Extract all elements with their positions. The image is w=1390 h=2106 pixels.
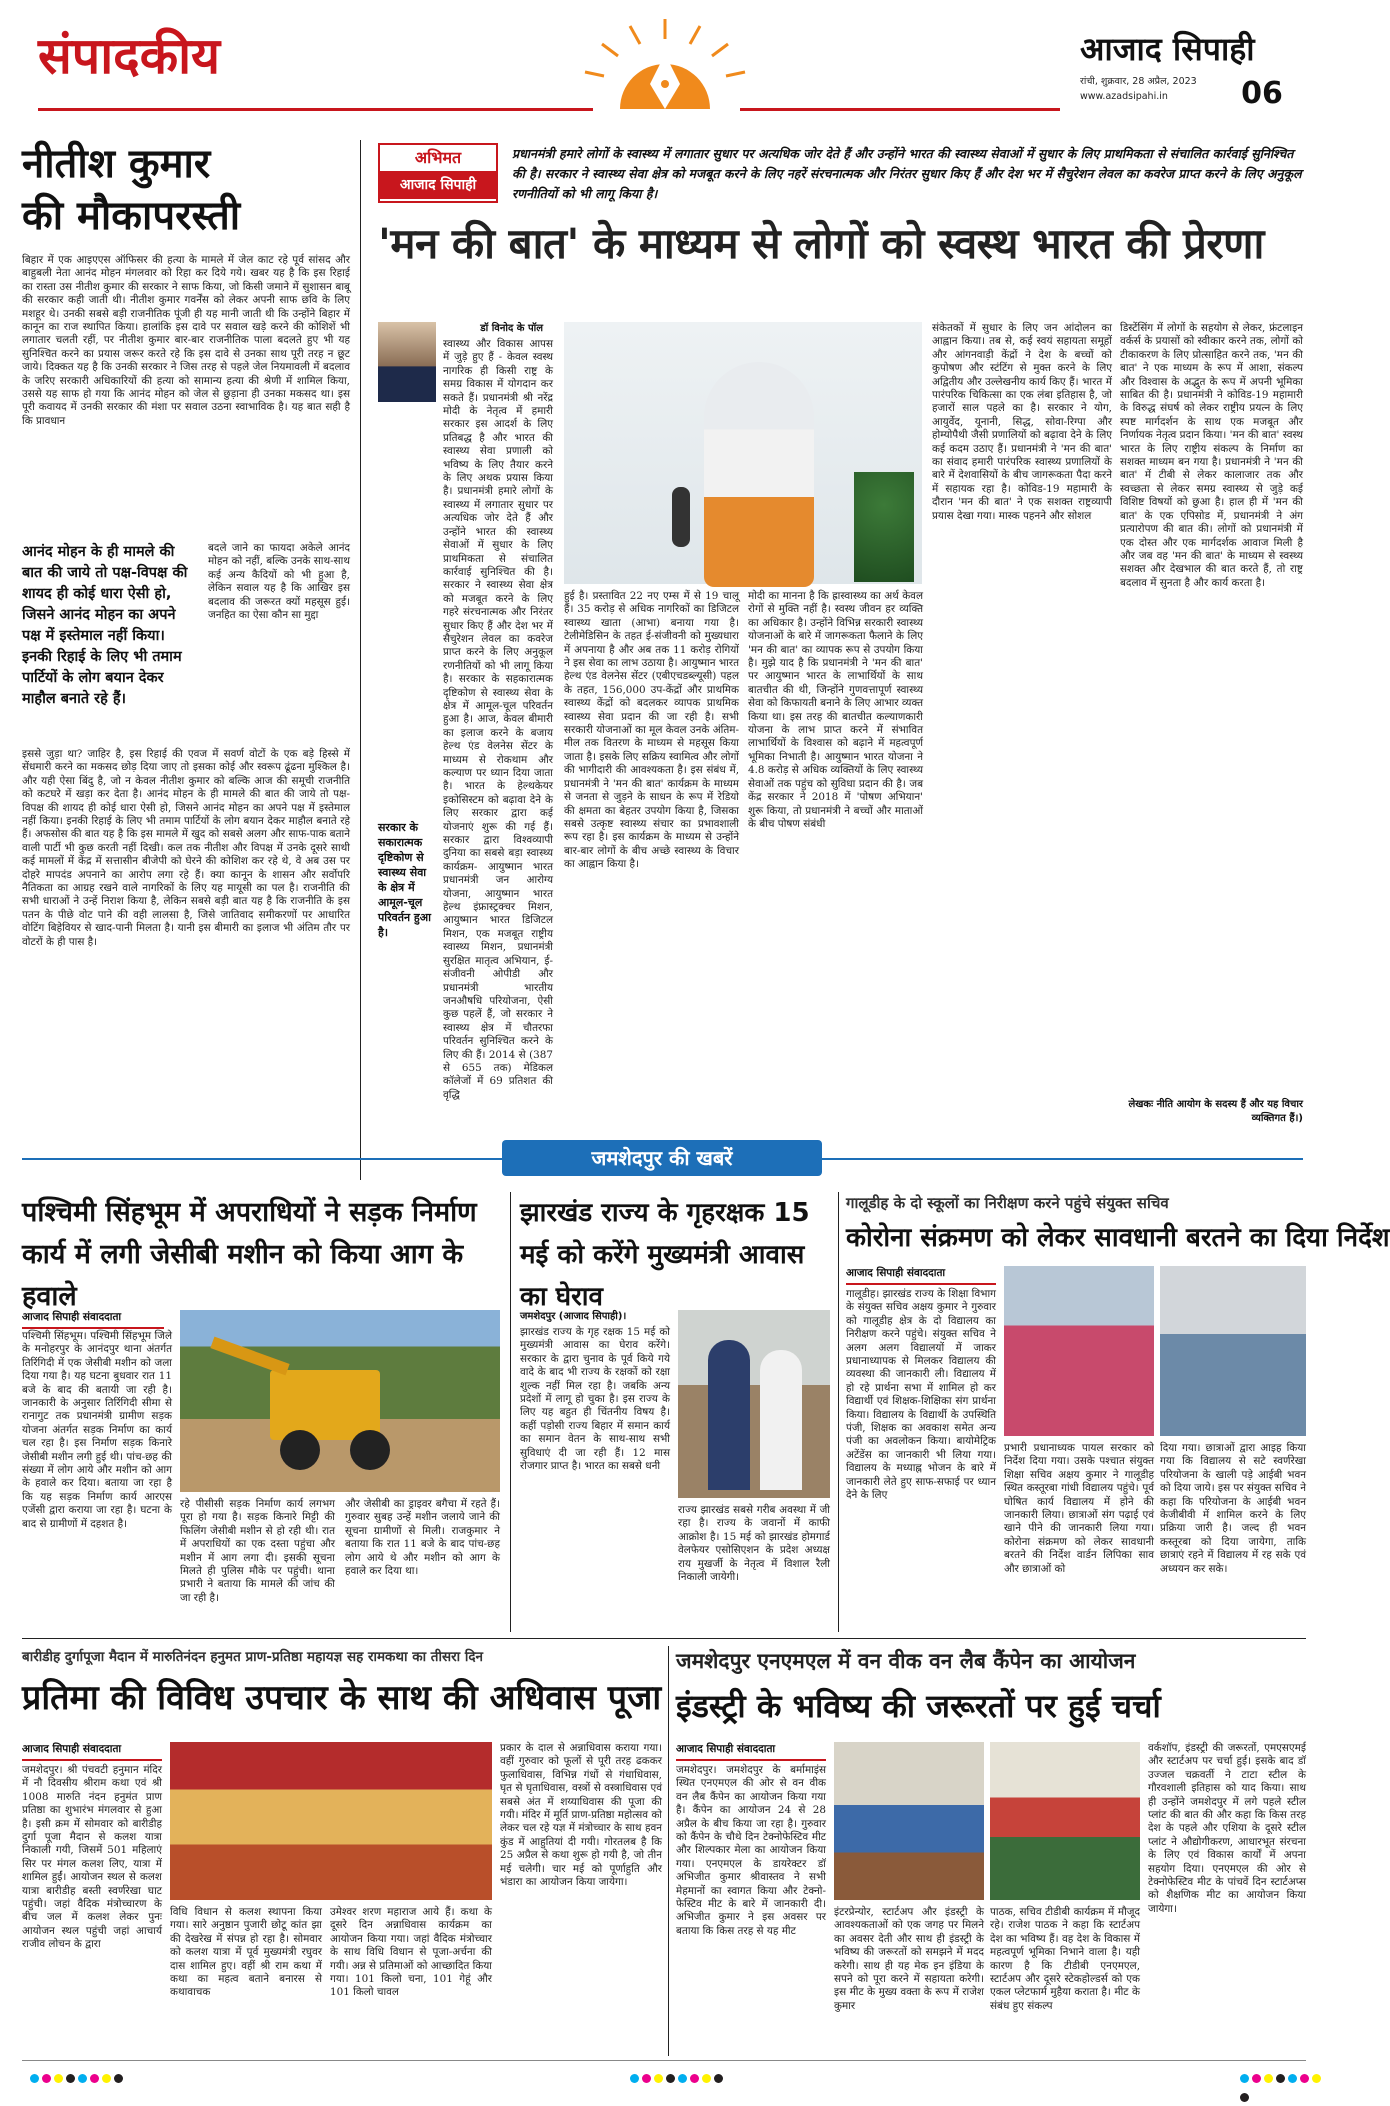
registration-dot <box>1240 2074 1249 2083</box>
news-3-kicker: गालूडीह के दो स्कूलों का निरीक्षण करने पहुंचे संयुक्त सचिव <box>846 1194 1169 1212</box>
registration-dot <box>678 2074 687 2083</box>
news-4-byline: आजाद सिपाही संवाददाता <box>22 1740 162 1761</box>
jcb-body <box>270 1370 380 1440</box>
registration-dots-left <box>30 2068 126 2087</box>
news-5-group-photo-2 <box>990 1742 1140 1900</box>
news-2-photo <box>678 1310 830 1498</box>
jamshedpur-band <box>22 1140 1303 1178</box>
news-5-col-3: पाठक, सचिव टीडीबी कार्यक्रम में मौजूद रहे। राजेश पाठक ने कहा कि स्टार्टअप देश का भविष्य हैं। वह देश के विकास में महत्वपूर्ण भूमिका निभाने वाला है। यही कारण है कि टीडीबी एनएमएल, स्टार्टअप और दूसरे स्टेकहोल्डर्स को एक एकल प्लेटफार्म मुहैया कराता है। मीट के संबंध हुए संकल्प <box>990 1906 1140 2012</box>
editorial-para-3: इससे जुड़ा था? जाहिर है, इस रिहाई की एवज में सवर्ण वोटों के एक बड़े हिस्से में सेंधमारी करने का मकसद छोड़ दिया जाए तो इसका कोई और स्वरूप ढूंढना मुश्किल है। और यही ऐसा बिंदु है, जो न केवल नीतीश कुमार को बल्कि आज की समूची राजनीति को कटघरे में खड़ा कर देता है। आनंद मोहन के ही मामले की बात की जाये तो पक्ष-विपक्ष की शायद ही कोई धारा ऐसी हो, जिसने आनंद मोहन का अपने पक्ष में इस्तेमाल नहीं किया। इनकी रिहाई के लिए भी तमाम पार्टियों के लोग बयान देकर माहौल बनाते रहे हैं। अफसोस की बात यह है कि इस मामले में खुद को सबसे अलग और साफ-पाक बताने वाली पार्टी भी कुछ करती नहीं दिखी। कल तक नीतीश और विपक्ष में उनके दूसरे साथी कई मामलों में केंद्र में सत्तासीन बीजेपी को घेरने की कोशिश कर रहे थे, वे अब उस पर दोहरे मापदंड अपनाने का आरोप लगा रहे हैं। क्या कानून के शासन और सर्वोपरि नैतिकता का आग्रह रखने वाले नागरिकों के लिए यह मायूसी का पल है। राजनीति की सभी धाराओं ने उन्हें निराश किया है, लेकिन सबसे बड़ी बात यह है कि राजनीति के इस पतन के पीछे वोट पाने की वही लालसा है, जिसे जातिवाद समीकरणों पर आधारित वोटिंग बिहेवियर से खाद-पानी मिलता है। यानी इस बीमारी का इलाज भी अंतिम तौर पर वोटरों के ही पास है। <box>22 748 350 948</box>
masthead <box>0 0 1325 124</box>
news-4-col-2: विधि विधान से कलश स्थापना किया गया। सारे अनुष्ठान पुजारी छोटू कांत झा की देखरेख में संपन्न हो रहा है। सोमवार को कलश यात्रा में पूर्व मुख्यमंत्री रघुवर दास शामिल हुए। वहीं श्री राम कथा में कथा का महत्व बताने बनारस से कथावाचक <box>170 1906 322 1999</box>
news-1-jcb-photo <box>180 1310 500 1492</box>
website: www.azadsipahi.in <box>1080 91 1168 102</box>
opinion-col-3: मोदी का मानना है कि ह्रास्वास्थ्य का अर्थ केवल रोगों से मुक्ति नहीं है। स्वस्थ जीवन हर व्यक्ति का अधिकार है। उन्होंने विभिन्न सरकारी स्वास्थ्य योजनाओं के बारे में जागरूकता फैलाने के लिए 'मन की बात' का व्यापक रूप से उपयोग किया है। मुझे याद है कि प्रधानमंत्री ने 'मन की बात' पर आयुष्मान भारत के लाभार्थियों के साथ बातचीत की थी, जिन्होंने गुणवत्तापूर्ण स्वास्थ्य सेवा को किफायती बनाने के लिए आभार व्यक्त किया था। इस तरह की बातचीत कल्याणकारी योजना के लाभ प्राप्त करने में संभावित लाभार्थियों के विश्वास को बढ़ाने में महत्वपूर्ण भूमिका निभाती है। आयुष्मान भारत योजना ने 4.8 करोड़ से अधिक व्यक्तियों के लिए स्वास्थ्य सेवाओं तक पहुंच को सुविधा प्रदान की है। जब केंद्र सरकार ने 2018 में 'पोषण अभियान' शुरू किया, तो प्रधानमंत्री ने बच्चों और माताओं के बीच पोषण संबंधी <box>748 590 923 830</box>
pen-nib-sun-icon <box>560 14 770 114</box>
news-5-headline: इंडस्ट्री के भविष्य की जरूरतों पर हुई चर्चा <box>676 1687 1161 1725</box>
registration-dot <box>90 2074 99 2083</box>
news-4-col-4: प्रकार के दाल से अन्नाधिवास कराया गया। वहीं गुरुवार को फूलों से पूरी तरह ढककर फुलाधिवास, विभिन्न गंधों से गंधाधिवास, घृत से घृताधिवास, वस्त्रों से वस्त्राधिवास एवं सबसे अंत में शय्याधिवास की पूजा की गयी। मंदिर में मूर्ति प्राण-प्रतिष्ठा महोत्सव को लेकर चल रहे यज्ञ में मंत्रोच्चार के साथ हवन कुंड में आहुतियां दी गयी। गोरतलब है कि 25 अप्रैल से कथा शुरू हो गयी है, जो तीन मई चलेगी। चार मई को पूर्णाहुति और भंडारा का आयोजन किया जायेगा। <box>500 1742 662 1889</box>
paper-name: आजाद सिपाही <box>1080 30 1255 68</box>
news-3-office-photo <box>1160 1266 1306 1436</box>
registration-dot <box>42 2074 51 2083</box>
opinion-tag <box>378 143 498 203</box>
registration-dot <box>54 2074 63 2083</box>
section-title: संपादकीय <box>38 27 221 85</box>
masthead-rule-right <box>740 108 1060 111</box>
dateline: रांची, शुक्रवार, 28 अप्रैल, 2023 <box>1080 76 1197 87</box>
registration-dot <box>702 2074 711 2083</box>
registration-dot <box>714 2074 723 2083</box>
opinion-col-4: संकेतकों में सुधार के लिए जन आंदोलन का आह्वान किया। तब से, कई स्वयं सहायता समूहों और आंगनवाड़ी केंद्रों ने देश के बच्चों को कुपोषण और स्टंटिंग से मुक्त करने के लिए अद्वितीय और उल्लेखनीय कार्य किए हैं। भारत में पारंपरिक चिकित्सा का एक लंबा इतिहास है, जो हजारों साल पहले का है। सरकार ने योग, आयुर्वेद, यूनानी, सिद्ध, सोवा-रिग्पा और होम्योपैथी जैसी प्रणालियों को बढ़ावा देने के लिए कई कदम उठाए हैं। प्रधानमंत्री ने 'मन की बात' का संवाद हमारी पारंपरिक स्वास्थ्य प्रणालियों के बारे में देशवासियों के बीच जागरूकता पैदा करने में सहायक रहा है। कोविड-19 महामारी के दौरान 'मन की बात' ने एक सशक्त राष्ट्रव्यापी प्रयास देखा गया। मास्क पहनने और सोशल <box>932 322 1112 522</box>
registration-dot <box>1312 2074 1321 2083</box>
column-divider <box>668 1646 669 2056</box>
photo-plant <box>854 472 914 582</box>
news-2-byline: जमशेदपुर (आजाद सिपाही)। <box>520 1311 627 1322</box>
registration-dot <box>102 2074 111 2083</box>
author-photo <box>378 322 436 402</box>
registration-dot <box>66 2074 75 2083</box>
registration-dot <box>114 2074 123 2083</box>
editorial-pull-quote: आनंद मोहन के ही मामले की बात की जाये तो पक्ष-विपक्ष की शायद ही कोई धारा ऐसी हो, जिसने आनंद मोहन का अपने पक्ष में इस्तेमाल नहीं किया। इनकी रिहाई के लिए भी तमाम पार्टियों के लोग बयान देकर माहौल बनाते रहे हैं। <box>22 544 188 707</box>
news-5-kicker: जमशेदपुर एनएमएल में वन वीक वन लैब कैंपेन का आयोजन <box>676 1649 1136 1673</box>
news-5-group-photo-1 <box>834 1742 984 1900</box>
registration-dot <box>1240 2093 1249 2102</box>
registration-dot <box>1300 2074 1309 2083</box>
news-4-kicker: बारीडीह दुर्गापूजा मैदान में मारुतिनंदन हनुमत प्राण-प्रतिष्ठा महायज्ञ सह रामकथा का तीसरा दिन <box>22 1649 483 1665</box>
registration-dot <box>78 2074 87 2083</box>
registration-dot <box>1288 2074 1297 2083</box>
news-5-col-4: वर्कशॉप, इंडस्ट्री की जरूरतों, एमएसएमई और स्टार्टअप पर चर्चा हुई। इसके बाद डॉ उज्जल चक्रवर्ती ने टाटा स्टील के गौरवशाली इतिहास को याद किया। साथ ही उन्होंने जमशेदपुर में लगे पहले स्टील प्लांट की बात की और कहा कि किस तरह देश के पहले और एशिया के दूसरे स्टील प्लांट ने औद्योगीकरण, आधारभूत संरचना के लिए एवं विकास कार्यों में अपना सहयोग दिया। एनएमएल की ओर से टेक्नोफेस्टिव मीट के पांचवें दिन स्टार्टअप्स को शैक्षणिक मीट का आयोजन किया जायेगा। <box>1148 1742 1306 1915</box>
editorial-para-1: बिहार में एक आइएएस ऑफिसर की हत्या के मामले में जेल काट रहे पूर्व सांसद और बाहुबली नेता आनंद मोहन मंगलवार को रिहा कर दिये गये। खबर यह है कि इस रिहाई का रास्ता उस नीतीश कुमार की सरकार ने साफ किया, जो किसी जमाने में सुशासन बाबू की सरकार कही जाती थी। नीतीश कुमार गवर्नेंस को लेकर अपनी साफ छवि के लिए मशहूर थे। उनकी सबसे बड़ी राजनीतिक पूंजी ही यह मानी जाती थी कि उन्होंने बिहार में कानून का राज स्थापित किया। हालांकि इस दावे पर सवाल खड़े करने की कोशिशें भी लगातार चलती रहीं, पर नीतीश कुमार बार-बार राजनीतिक पाला बदलते हुए भी यह सुनिश्चित करने का प्रयास जरूर करते रहे कि इस दावे से उनका साथ पूरी तरह न छूट जाये। दिक्कत यह है कि उनकी सरकार ने जिस तरह से पहले जेल नियमावली में बदलाव के जरिए सरकारी अधिकारियों की हत्या को सामान्य हत्या की श्रेणी में शामिल किया, उससे यह साफ हो गया कि आनंद मोहन को जेल से छुड़ाना ही उनका मकसद था। इस पूरी कवायद में उनकी सरकार की मंशा पर सवाल उठना स्वाभाविक है। यह बात सही है कि प्रावधान <box>22 254 350 427</box>
news-1-headline: पश्चिमी सिंहभूम में अपराधियों ने सड़क निर्माण कार्य में लगी जेसीबी मशीन को किया आग के हवाले <box>22 1197 477 1312</box>
news-2-headline: झारखंड राज्य के गृहरक्षक 15 मई को करेंगे मुख्यमंत्री आवास का घेराव <box>520 1198 810 1312</box>
news-5-col-1: जमशेदपुर। जमशेदपुर के बर्मामाइंस स्थित एनएमएल की ओर से वन वीक वन लैब कैंपेन का आयोजन किया गया है। कैंपेन का आयोजन 24 से 28 अप्रैल के बीच किया जा रहा है। गुरुवार को कैंपेन के चौथे दिन टेक्नोफेस्टिव मीट और शिल्पकार मेला का आयोजन किया गया। एनएमएल के डायरेक्टर डॉ अभिजीत कुमार श्रीवास्तव ने सभी मेहमानों का स्वागत किया और टेक्नो-फेस्टिव मीट के बारे में जानकारी दी। अभिजीत कुमार ने इस अवसर पर बताया कि किस तरह से यह मीट <box>676 1764 826 1937</box>
column-divider <box>838 1192 839 1632</box>
editorial-headline-1: नीतीश कुमार <box>22 141 211 187</box>
photo-figure <box>704 362 814 587</box>
news-1-col-1: पश्चिमी सिंहभूम। पश्चिमी सिंहभूम जिले के मनोहरपुर के आनंदपुर थाना अंतर्गत तिरिंगिदी में एक जेसीबी मशीन को जला दिया गया है। यह घटना बुधवार रात 11 बजे के बाद की बतायी जा रही है। जानकारी के अनुसार तिरिंगिदी सीमा से रानागुट तक प्रधानमंत्री ग्रामीण सड़क योजना अंतर्गत सड़क निर्माण का कार्य चल रहा है। इस निर्माण सड़क किनारे जेसीबी मशीन लगी हुई थी। पांच-छह की संख्या में लोग आये और मशीन को आग के हवाले कर दिया। बताया जा रहा है कि यह सड़क निर्माण कार्य आरएस एजेंसी द्वारा कराया जा रहा है। घटना के बाद से ग्रामीणों में दहशत है। <box>22 1330 172 1530</box>
news-2-col-1: झारखंड राज्य के गृह रक्षक 15 मई को मुख्यमंत्री आवास का घेराव करेंगे। सरकार के द्वारा चुनाव के पूर्व किये गये वादे के बाद भी राज्य के रक्षकों को रक्षा शुल्क नहीं मिल रहा है। जबकि अन्य प्रदेशों में लागू हो चुका है। इस राज्य के लिए यह बहुत ही चिंतनीय विषय है। कहीं पड़ोसी राज्य बिहार में समान कार्य का समान वेतन के साथ-साथ सभी सुविधाएं दी जा रही हैं। 12 मास रोजगार प्राप्त है। भारत का सबसे धनी <box>520 1326 670 1473</box>
page-number: 06 <box>1241 76 1283 111</box>
registration-dot <box>690 2074 699 2083</box>
column-divider <box>360 140 361 1180</box>
opinion-col-5: डिस्टेंसिंग में लोगों के सहयोग से लेकर, फ्रंटलाइन वर्कर्स के प्रयासों को स्वीकार करने तक, लोगों को टीकाकरण के लिए प्रोत्साहित करने तक, 'मन की बात' ने एक माध्यम के रूप में आशा, संकल्प और विश्वास के अद्भुत के रूप में अपनी भूमिका साबित की है। प्रधानमंत्री ने कोविड-19 महामारी के विरुद्ध संघर्ष को लेकर राष्ट्रीय प्रयत्न के लिए स्पष्ट मार्गदर्शन के साथ एक मजबूत और निर्णायक नेतृत्व प्रदान किया। 'मन की बात' स्वस्थ भारत के लिए राष्ट्रीय संकल्प के निर्माण का सशक्त माध्यम बन गया है। प्रधानमंत्री ने 'मन की बात' में टीबी से लेकर कालाजार तक और स्वच्छता से लेकर समग्र स्वास्थ्य से जुड़े कई विशिष्ट विषयों को छुआ है। हाल ही में 'मन की बात' के एक एपिसोड में, प्रधानमंत्री ने अंग प्रत्यारोपण की बात की। लोगों को प्रधानमंत्री में एक दोस्त और एक मार्गदर्शक आवाज मिली है और जब वह 'मन की बात' के माध्यम से स्वस्थ्य सशक्त और देखभाल की बात करते हैं, तो राष्ट्र बदलाव में सुनता है और कार्य करता है। <box>1120 322 1303 589</box>
news-1-col-2: रहे पीसीसी सड़क निर्माण कार्य लगभग पूरा हो गया है। सड़क किनारे मिट्टी की फिलिंग जेसीबी मशीन से हो रही थी। रात में अपराधियों का एक दस्ता पहुंचा और मशीन में आग लगा दी। इसकी सूचना मिलते ही पुलिस मौके पर पहुंची। थाना प्रभारी ने बताया कि मामले की जांच की जा रही है। <box>180 1498 335 1604</box>
photo-person-2 <box>760 1350 802 1490</box>
news-3-headline: कोरोना संक्रमण को लेकर सावधानी बरतने का दिया निर्देश <box>846 1223 1390 1253</box>
opinion-side-quote: सरकार के सकारात्मक दृष्टिकोण से स्वास्थ्य सेवा के क्षेत्र में आमूल-चूल परिवर्तन हुआ है। <box>378 821 431 939</box>
photo-mic <box>672 487 690 547</box>
photo-person-1 <box>708 1340 750 1490</box>
news-3-col-2: प्रभारी प्रधानाध्यक पायल सरकार को निर्देश दिया गया। उसके पश्चात संयुक्त शिक्षा सचिव अक्षय कुमार ने गालूडीह स्थित कस्तूरबा गांधी विद्यालय पहुंचे। पूर्व घोषित कार्य विद्यालय में होने की जानकारी लिया। छात्राओं संग पढ़ाई एवं खाने पीने की जानकारी लिया गया। कोरोना संक्रमण को लेकर सावधानी बरतने की निर्देश वार्डन लिपिका साव और छात्राओं को <box>1004 1442 1154 1575</box>
opinion-author-note: लेखकः नीति आयोग के सदस्य हैं और यह विचार व्यक्तिगत हैं।) <box>1128 1099 1303 1124</box>
news-3-col-3: दिया गया। छात्राओं द्वारा आइह किया गया कि विद्यालय से सटे स्वर्णरेखा परियोजना के खाली पड़े आईबी भवन को दिया जाये। इस पर संयुक्त सचिव ने कहा कि परियोजना के आईबी भवन केजीबीवी में शामिल करने के लिए प्रक्रिया जारी है। जल्द ही भवन कस्तूरबा को दिया जायेगा, ताकि छात्राएं रहने में विद्यालय में रह सके एवं अध्ययन कर सके। <box>1160 1442 1306 1575</box>
registration-dots-right <box>1240 2068 1325 2106</box>
opinion-col-2: हुई है। प्रस्तावित 22 नए एम्स में से 19 चालू हैं। 35 करोड़ से अधिक नागरिकों का डिजिटल स्वास्थ्य खाता (आभा) बनाया गया है। टेलीमेडिसिन के तहत ई-संजीवनी को मुख्यधारा में अपनाया है और अब तक 11 करोड़ रोगियों ने इस सेवा का लाभ उठाया है। आयुष्मान भारत हेल्थ एंड वेलनेस सेंटर (एबीएचडब्ल्यूसी) पहल के तहत, 156,000 उप-केंद्रों और प्राथमिक स्वास्थ्य केंद्रों को बदलकर व्यापक प्राथमिक स्वास्थ्य सेवा प्रदान की जा रही है। सभी सरकारी योजनाओं का मूल केवल उनके अंतिम-मील तक वितरण के माध्यम से महसूस किया जाता है। इसके लिए सक्रिय स्वामित्व और लोगों की भागीदारी की आवश्यकता है। इस संबंध में, प्रधानमंत्री ने 'मन की बात' कार्यक्रम के माध्यम से जनता से जुड़ने के साधन के रूप में रेडियो की क्षमता का बेहतर उपयोग किया है, जिसका सबसे उत्कृष्ट स्वास्थ्य संचार का प्रभावशाली रूप रहा है। इस कार्यक्रम के माध्यम से उन्होंने बार-बार लोगों के बीच अच्छे स्वास्थ्य के विचार का आह्वान किया है। <box>564 590 739 871</box>
opinion-headline: 'मन की बात' के माध्यम से लोगों को स्वस्थ भारत की प्रेरणा <box>378 219 1264 268</box>
news-1-col-3: और जेसीबी का ड्राइवर बगैचा में रहते हैं। गुरुवार सुबह उन्हें मशीन जलाये जाने की सूचना ग्रामीणों से मिली। राजकुमार ने बताया कि रात 11 बजे के बाद पांच-छह लोग आये थे और मशीन को आग के हवाले कर दिया था। <box>345 1498 500 1578</box>
registration-dot <box>666 2074 675 2083</box>
news-2-col-2: राज्य झारखंड सबसे गरीब अवस्था में जी रहा है। राज्य के जवानों में काफी आक्रोश है। 15 मई को झारखंड होमगार्ड वेलफेयर एसोसिएशन के प्रदेश अध्यक्ष राय मुखर्जी के नेतृत्व में विशाल रैली निकाली जायेगी। <box>678 1504 830 1584</box>
opinion-tag-top: अभिमत <box>414 148 462 167</box>
opinion-tag-bottom: आजाद सिपाही <box>380 171 496 199</box>
section-rule <box>22 1638 1306 1639</box>
registration-dot <box>1252 2074 1261 2083</box>
registration-dot <box>630 2074 639 2083</box>
opinion-intro: प्रधानमंत्री हमारे लोगों के स्वास्थ्य में लगातार सुधार पर अत्यधिक जोर देते हैं और उन्होंने भारत की स्वास्थ्य सेवाओं में सुधार के लिए प्राथमिकता से संचालित कार्रवाई सुनिश्चित की है। सरकार ने स्वास्थ्य सेवा क्षेत्र को मजबूत करने के लिए नहरें संरचनात्मक और निरंतर सुधार किए हैं और देश भर में सैचुरेशन लेवल का कवरेज प्राप्त करने के लिए अनुकूल रणनीतियों को भी लागू किया है। <box>512 146 1302 201</box>
modi-photo <box>564 322 922 584</box>
news-4-puja-photo <box>170 1742 492 1900</box>
jcb-wheel-1 <box>280 1430 320 1470</box>
column-divider <box>510 1192 511 1632</box>
news-4-col-3: उमेश्वर शरण महाराज आये हैं। कथा के दूसरे दिन अन्नाधिवास कार्यक्रम का आयोजन किया गया। जहां वैदिक मंत्रोच्चार के साथ विधि विधान से पूजा-अर्चना की गयी। अन्न से प्रतिमाओं को आच्छादित किया गया। 101 किलो चना, 101 गेहूं और 101 किलो चावल <box>330 1906 492 1999</box>
jcb-wheel-2 <box>350 1430 390 1470</box>
news-5-byline: आजाद सिपाही संवाददाता <box>676 1740 826 1761</box>
footer-rule <box>22 2060 1306 2061</box>
jcb-arm <box>210 1337 289 1376</box>
news-4-headline: प्रतिमा की विविध उपचार के साथ की अधिवास पूजा <box>22 1678 662 1718</box>
news-3-classroom-photo <box>1004 1266 1154 1436</box>
news-5-col-2: इंटरप्रेन्योर, स्टार्टअप और इंडस्ट्री के आवश्यकताओं को एक जगह पर मिलने का अवसर देती और साथ ही इंडस्ट्री के भविष्य की जरूरतों को समझने में मदद करेगी। साथ ही यह मेक इन इंडिया के सपने को पूरा करने में सहायता करेगी। इस मीट के मुख्य वक्ता के रूप में राजेश कुमार <box>834 1906 984 2012</box>
opinion-col-1: स्वास्थ्य और विकास आपस में जुड़े हुए हैं - केवल स्वस्थ नागरिक ही किसी राष्ट्र के समग्र विकास में योगदान कर सकते हैं। प्रधानमंत्री श्री नरेंद्र मोदी के नेतृत्व में हमारी सरकार इस आदर्श के लिए प्रतिबद्ध है और भारत की स्वास्थ्य सेवा प्रणाली को भविष्य के लिए तैयार करने के लिए अथक प्रयास किया है। प्रधानमंत्री हमारे लोगों के स्वास्थ्य में लगातार सुधार पर अत्यधिक जोर देते हैं और उन्होंने भारत की स्वास्थ्य सेवाओं में सुधार के लिए प्राथमिकता से संचालित कार्रवाई सुनिश्चित की है। सरकार ने स्वास्थ्य सेवा क्षेत्र को मजबूत करने के लिए गहरे संरचनात्मक और निरंतर सुधार किए हैं और देश भर में सैचुरेशन लेवल का कवरेज प्राप्त करने के लिए अनुकूल रणनीतियों को भी लागू किया है। सरकार के सहकारात्मक दृष्टिकोण से स्वास्थ्य सेवा के क्षेत्र में आमूल-चूल परिवर्तन हुआ है। आज, केवल बीमारी का इलाज करने के बजाय हेल्थ एंड वेलनेस सेंटर के माध्यम से रोकथाम और कल्याण पर ध्यान दिया जाता है। भारत के हेल्थकेयर इकोसिस्टम को बढ़ावा देने के लिए सरकार द्वारा कई योजनाएं शुरू की गई हैं। सरकार द्वारा विश्वव्यापी दुनिया का सबसे बड़ा स्वास्थ्य कार्यक्रम- आयुष्मान भारत प्रधानमंत्री जन आरोग्य योजना, आयुष्मान भारत हेल्थ इंफ्रास्ट्रक्चर मिशन, आयुष्मान भारत डिजिटल मिशन, एक मजबूत राष्ट्रीय स्वास्थ्य मिशन, प्रधानमंत्री सुरक्षित मातृत्व अभियान, ई-संजीवनी ओपीडी और प्रधानमंत्री भारतीय जनऔषधि परियोजना, ऐसी कुछ पहलें हैं, जो सरकार ने स्वास्थ्य क्षेत्र में चौतरफा परिवर्तन सुनिश्चित करने के लिए की हैं। 2014 से (387 से 655 तक) मेडिकल कॉलेजों में 69 प्रतिशत की वृद्धि <box>443 338 553 1101</box>
news-1-byline: आजाद सिपाही संवाददाता <box>22 1308 164 1329</box>
registration-dot <box>1276 2074 1285 2083</box>
band-title: जमशेदपुर की खबरें <box>502 1140 822 1176</box>
masthead-rule-left <box>38 108 593 111</box>
registration-dot <box>30 2074 39 2083</box>
registration-dot <box>654 2074 663 2083</box>
news-3-byline: आजाद सिपाही संवाददाता <box>846 1264 996 1285</box>
editorial-para-2: बदले जाने का फायदा अकेले आनंद मोहन को नहीं, बल्कि उनके साथ-साथ कई अन्य कैदियों को भी हुआ है, लेकिन सवाल यह है कि आखिर इस बदलाव की जरूरत क्यों महसूस हुई। जनहित का ऐसा कौन सा मुद्दा <box>208 542 350 622</box>
editorial-headline-2: की मौकापरस्ती <box>22 193 241 239</box>
registration-dot <box>1264 2074 1273 2083</box>
news-3-col-1: गालूडीह। झारखंड राज्य के शिक्षा विभाग के संयुक्त सचिव अक्षय कुमार ने गुरुवार को गालूडीह क्षेत्र के दो विद्यालय का निरीक्षण करने पहुंचे। संयुक्त सचिव ने अलग अलग विद्यालयों में जाकर प्रधानाध्यापक से मिलकर विद्यालय की व्यवस्था की जानकारी ली। विद्यालय में हो रहे प्रार्थना सभा में शामिल हो कर विद्यार्थी एवं शिक्षक-शिक्षिका संग प्रार्थना किया। विद्यालय के विद्यार्थी के उपस्थिति पंजी, शिक्षक का अवकाश समेत अन्य पंजी का अवलोकन किया। बायोमेट्रिक अटेंडेंस का जानकारी भी लिया गया। विद्यालय के मध्याह्न भोजन के बारे में जानकारी लेते हुए साफ-सफाई पर ध्यान देने के लिए <box>846 1288 996 1502</box>
news-4-col-1: जमशेदपुर। श्री पंचवटी हनुमान मंदिर में नौ दिवसीय श्रीराम कथा एवं श्री 1008 मारुति नंदन हनुमंत प्राण प्रतिष्ठा का शुभारंभ मंगलवार से हुआ है। इसी क्रम में सोमवार को बारीडीह दुर्गा पूजा मैदान से कलश यात्रा निकाली गयी, जिसमें 501 महिलाएं सिर पर मंगल कलश लिए, यात्रा में शामिल हुईं। आयोजन स्थल से कलश यात्रा बारीडीह बस्ती स्वर्णरेखा घाट पहुंची। जहां वैदिक मंत्रोच्चारण के बीच जल में कलश लेकर पुनः आयोजन स्थल पहुंची जहां आचार्य राजीव लोचन के द्वारा <box>22 1764 162 1951</box>
registration-dots-center <box>630 2068 726 2087</box>
author-name: डॉ विनोद के पॉल <box>480 323 543 334</box>
registration-dot <box>642 2074 651 2083</box>
